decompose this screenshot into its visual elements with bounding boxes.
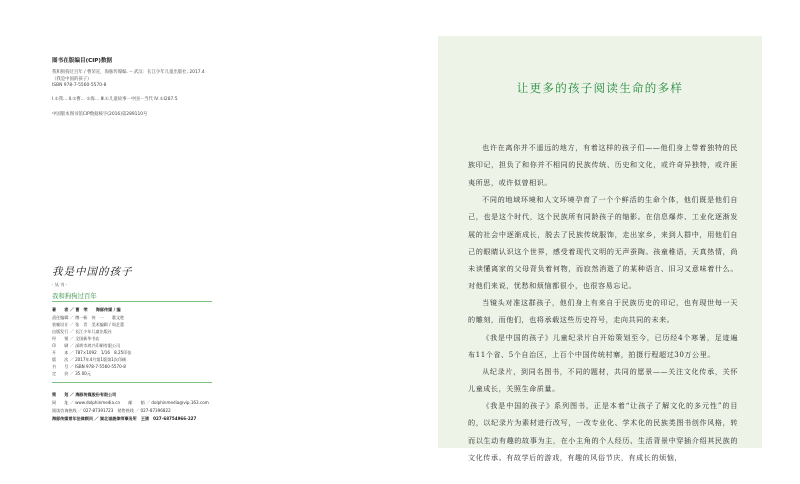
- series-title: 我是中国的孩子: [52, 266, 133, 278]
- colophon-line: 出版发行 ／ 长江少年儿童出版社: [52, 329, 112, 334]
- colophon-line: 印 刷 ／ 深圳市鸿兴印刷有限公司: [52, 343, 121, 348]
- colophon-line: 版 次 ／ 2017年4月第1版第1次印刷: [52, 357, 127, 362]
- colophon-line: 责任编辑 ／ 傅一新 何 一 董文胜: [52, 315, 125, 320]
- publisher-line: 阅读咨询热线 ／ 027-87391723 销售热线 ／ 027-87396822: [52, 408, 171, 413]
- preface-title: 让更多的孩子阅读生命的多样: [516, 81, 684, 95]
- preface-paragraph: 《我是中国的孩子》系列图书，正是本着“让孩子了解文化的多元性”的目的，以纪录片为素材进行改写，一改专业化、学术化的民族类图书创作风格，转而以生动有趣的故事为主，在小主角的个人经历、生活背景中穿插介绍其民族的文化传承。有故学后的游戏，有趣的风俗节庆，有成长的烦恼，: [468, 401, 738, 462]
- cip-line: ISBN 978-7-5560-5570-8: [52, 83, 107, 88]
- publisher-line: 网 址 ／ www.dolphinmedia.cn 邮 箱 ／ dolphinmedia@vip.163.com: [52, 400, 209, 405]
- cip-line: 我和狗狗过百年 / 曹荣宣，海豚传媒编. -- 武汉：长江少年儿童出版社, 2017.4: [52, 70, 205, 75]
- divider: [52, 301, 212, 302]
- colophon-line: 定 价 ／ 35.00元: [52, 371, 91, 376]
- preface-paragraph: 从纪录片，到同名图书，不同的题材，共同的愿景——关注文化传承，关怀儿童成长，关照生命质量。: [468, 367, 738, 394]
- publisher-line: 策 划 ／ 海豚传媒股份有限公司: [52, 392, 117, 397]
- colophon-line: 经 销 ／ 全国新华书店: [52, 336, 100, 341]
- cip-line: Ⅰ.①我… Ⅱ.①曹… ②海… Ⅲ.①儿童故事－中国－当代 Ⅳ.①I287.5: [52, 97, 178, 102]
- cip-heading: 图书在版编目(CIP)数据: [52, 58, 113, 64]
- colophon-line: 著 者 ／ 曹 荣 海豚传媒 / 编: [52, 307, 121, 312]
- book-title: 我和狗狗过百年: [52, 292, 97, 300]
- colophon-line: 开 本 ／ 787×1092 1/16 8.25印张: [52, 350, 132, 355]
- colophon-line: 装帧设计 ／ 张 青 美术编辑 / 周艺蕾: [52, 322, 125, 327]
- preface-paragraph: 也许在离你并不遥远的地方，有着这样的孩子们——他们身上带着独特的民族印记，担负了和你并不相同的民族传统、历史和文化，或许奇异独特，或许匪夷所思，或许似曾相识。: [468, 143, 738, 187]
- divider: [52, 382, 212, 383]
- colophon-line: 书 号 ／ ISBN 978-7-5560-5570-8: [52, 364, 126, 369]
- cip-line: （我是中国的孩子）: [52, 77, 92, 82]
- preface-paragraph: 不同的地域环境和人文环境孕育了一个个鲜活的生命个体，他们既是他们自己，也是这个时代，这个民族所有同龄孩子的缩影。在信息爆炸、工业化逐渐发展的社会中逐渐成长，脱去了民族传统服饰，走出家乡，来到人群中，用他们自己的眼睛认识这个世界，感受着现代文明的无声蚕陶。孩童稚语，天真热情，尚未读懂离家的父母背负着何物，而寂然消逝了的某种语言、旧习又意味着什么。对他们来说，忧愁和烦恼都很小，也很容易忘记。: [468, 195, 738, 291]
- cip-line: 中国版本图书馆CIP数据核字(2016)第289110号: [52, 112, 148, 117]
- preface-page: [438, 36, 762, 462]
- preface-paragraph: 当镜头对准这群孩子，他们身上有来自于民族历史的印记，也有现世每一天的雕刻，而他们，也将承载这些历史符号，走向共同的未来。: [468, 298, 738, 325]
- publisher-line: 海豚传媒常年法律顾问 ／ 湖北诚晟律师事务所 王清 027-68754966-227: [52, 416, 197, 421]
- preface-paragraph: 《我是中国的孩子》儿童纪录片自开始策划至今，已历经4个寒暑，足迹遍布11个省、5个自治区，上百个中国传统村寨，拍摄行程超过30万公里。: [468, 333, 738, 360]
- series-subtitle: · 丛 书 ·: [52, 282, 68, 287]
